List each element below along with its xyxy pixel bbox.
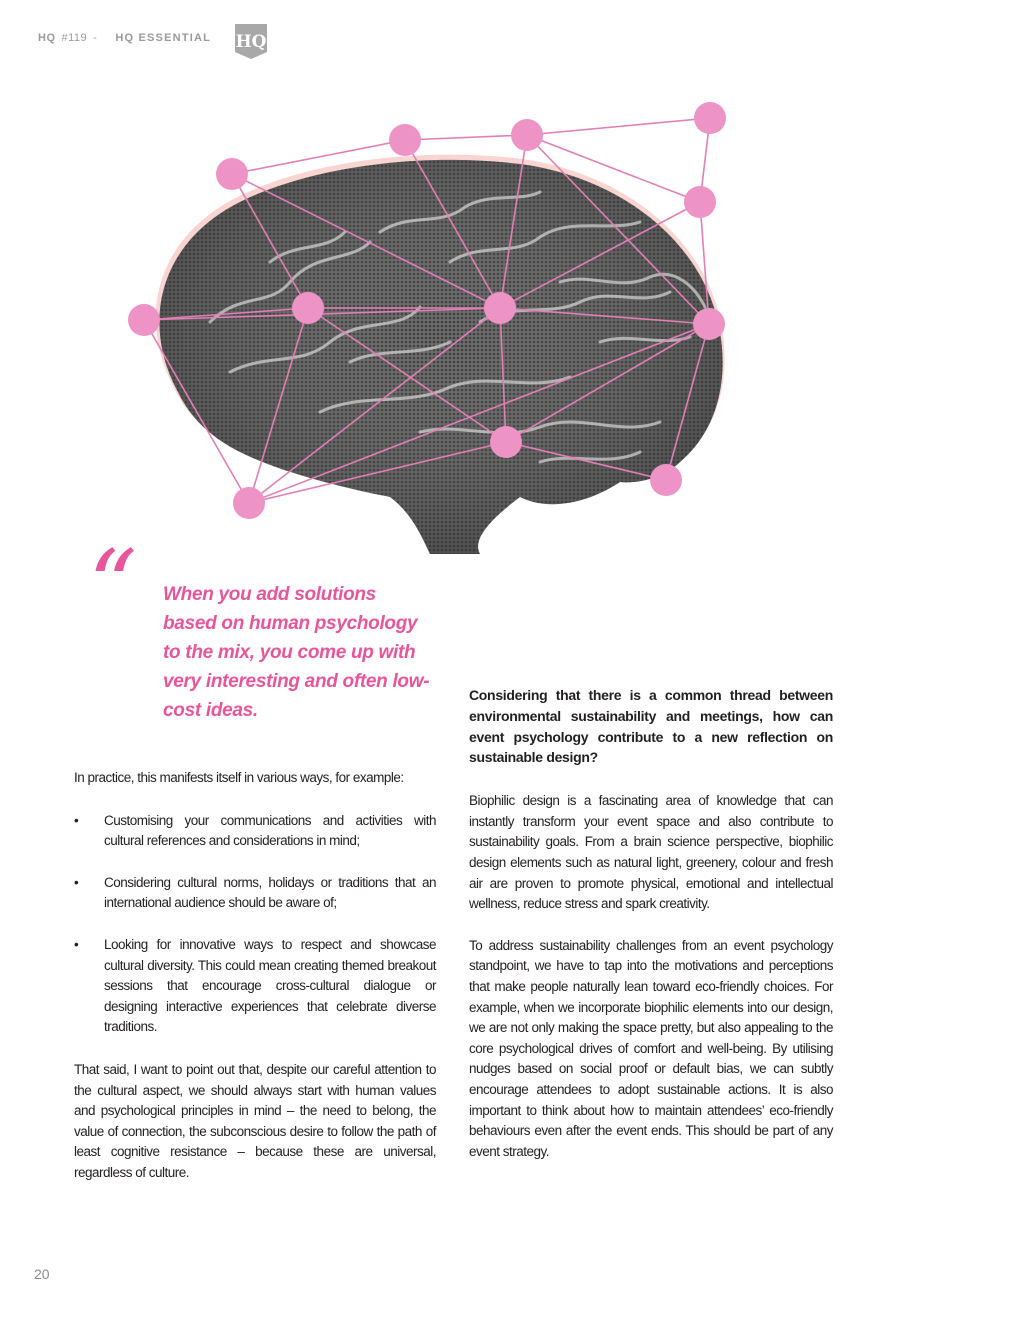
network-node <box>216 158 248 190</box>
list-item <box>74 935 436 1038</box>
bullet-list <box>74 811 436 1038</box>
answer-paragraph: To address sustainability challenges from an event psychology standpoint, we have to tap into the motivations and perceptions that make people naturally lean toward eco-friendly choices. For example, when we incorporate biophilic elements into our design, we are not only making the space pretty, but also appealing to the core psychological drives of comfort and well-being. By utilising nudges based on social proof or default bias, we can subtly encourage attendees to adopt sustainable actions. It is also important to think about how to maintain attendees’ eco-friendly behaviours even after the event ends. This should be part of any event strategy. <box>469 937 833 1159</box>
network-node <box>128 304 160 336</box>
header-separator: - <box>93 32 98 44</box>
network-node <box>684 186 716 218</box>
list-item-text: Looking for innovative ways to respect and showcase cultural diversity. This could mean creating themed breakout sessions that encourage cross-cultural dialogue or designing interactive experiences that celebrate diverse traditions. <box>104 936 436 1035</box>
list-item <box>74 873 436 914</box>
network-node <box>650 464 682 496</box>
network-node <box>233 487 265 519</box>
list-item-text: Considering cultural norms, holidays or traditions that an international audience should be aware of; <box>104 874 436 911</box>
header-brand: HQ <box>38 32 56 44</box>
left-column <box>74 768 436 1184</box>
closing-paragraph: That said, I want to point out that, despite our careful attention to the cultural aspect, we should always start with human values and psychological principles in mind – the need to belong, the value of connection, the subconscious desire to follow the path of least cognitive resistance – because these are universal, regardless of culture. <box>74 1061 436 1180</box>
pull-quote: When you add solutions based on human psychology to the mix, you come up with very interesting and often low-cost ideas. <box>163 584 430 721</box>
network-node <box>693 308 725 340</box>
logo-text: HQ <box>235 32 267 52</box>
intro-paragraph: In practice, this manifests itself in various ways, for example: <box>74 770 404 785</box>
network-node <box>694 102 726 134</box>
quote-mark-icon: “ <box>88 530 138 642</box>
bullet-icon: • <box>74 936 79 952</box>
right-column <box>469 685 833 1183</box>
page-header <box>38 32 211 44</box>
answer-paragraph: Biophilic design is a fascinating area of knowledge that can instantly transform your event space and also contribute to sustainability goals. From a brain science perspective, biophilic design elements such as natural light, greenery, colour and fresh air are proven to promote physical, emotional and intellectual wellness, reduce stress and spark creativity. <box>469 793 833 912</box>
page-number: 20 <box>34 1266 50 1282</box>
header-issue: #119 <box>61 32 88 44</box>
list-item-text: Customising your communications and activities with cultural references and considerations in mind; <box>104 812 436 849</box>
bullet-icon: • <box>74 812 79 828</box>
bullet-icon: • <box>74 874 79 890</box>
hq-logo <box>233 22 269 60</box>
network-node <box>511 119 543 151</box>
network-node <box>484 292 516 324</box>
network-node <box>292 292 324 324</box>
brain-network-illustration <box>120 92 740 562</box>
interview-question: Considering that there is a common thread between environmental sustainability and meetings, how can event psychology contribute to a new reflection on sustainable design? <box>469 687 833 766</box>
network-node <box>490 426 522 458</box>
list-item <box>74 811 436 852</box>
header-section: HQ ESSENTIAL <box>115 32 212 44</box>
network-node <box>389 124 421 156</box>
